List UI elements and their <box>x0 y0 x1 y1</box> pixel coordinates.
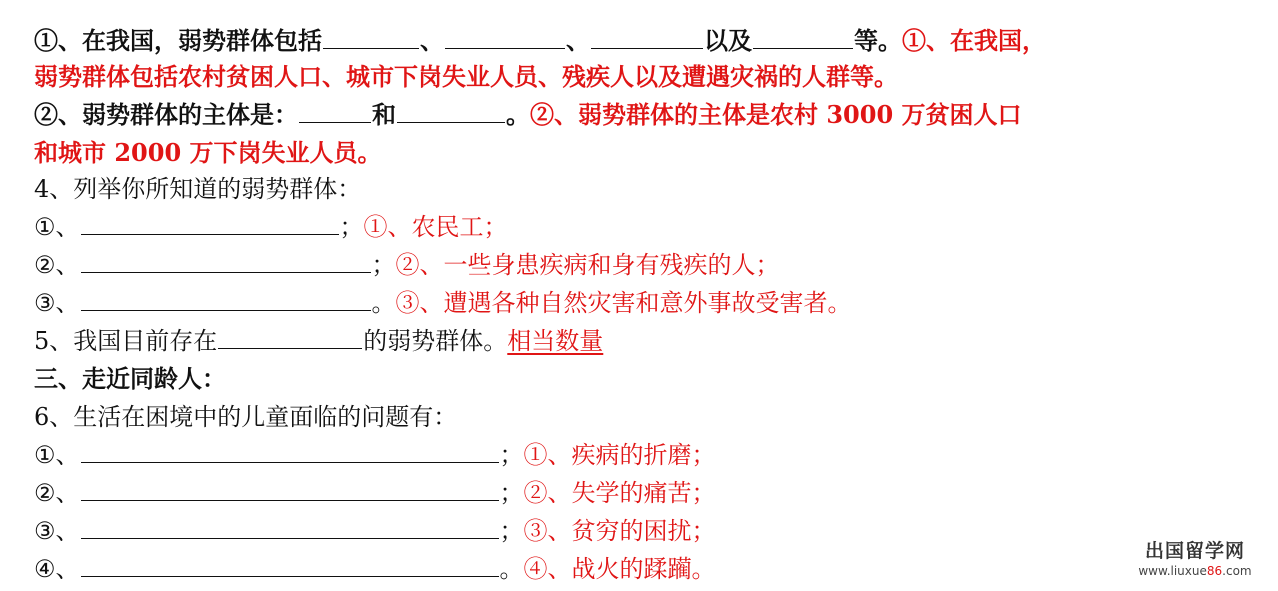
document-line <box>34 552 716 586</box>
question-text: 三、走近同龄人： <box>34 364 226 393</box>
question-text: 。 <box>499 555 524 583</box>
fill-in-blank <box>81 438 499 463</box>
fill-in-blank <box>81 552 499 577</box>
question-text: 和 <box>372 100 396 129</box>
answer-text: ①、在我国， <box>902 26 1046 55</box>
document-line <box>34 210 508 244</box>
document-line <box>34 476 716 510</box>
question-text: 4、列举你所知道的弱势群体： <box>34 175 362 203</box>
document-line <box>34 438 716 472</box>
document-line <box>34 60 898 94</box>
document-line <box>34 286 852 320</box>
fill-in-blank <box>445 24 565 49</box>
question-text: ④、 <box>34 555 80 583</box>
fill-in-blank <box>397 98 505 123</box>
answer-text: ①、农民工； <box>363 213 508 241</box>
watermark-url <box>1130 563 1260 579</box>
document-line <box>34 514 716 548</box>
question-text: ③、 <box>34 517 80 545</box>
fill-in-blank <box>591 24 703 49</box>
question-text: 。 <box>371 289 396 317</box>
question-text: 、 <box>566 26 590 55</box>
question-text: ； <box>499 479 524 507</box>
document-line <box>34 400 457 434</box>
document-line <box>34 248 780 282</box>
watermark-title: 出国留学网 <box>1144 540 1245 562</box>
fill-in-blank <box>218 324 362 349</box>
site-watermark <box>1130 539 1260 583</box>
question-text: ①、 <box>34 441 80 469</box>
question-text: 等。 <box>854 26 902 55</box>
fill-in-blank <box>323 24 419 49</box>
question-text: ②、 <box>34 251 80 279</box>
watermark-url-prefix: www.liuxue <box>1138 564 1207 578</box>
answer-text-underlined: 相当数量 <box>507 327 604 355</box>
answer-text: ③、遭遇各种自然灾害和意外事故受害者。 <box>395 289 852 317</box>
fill-in-blank <box>81 248 371 273</box>
answer-text: 弱势群体包括农村贫困人口、城市下岗失业人员、残疾人以及遭遇灾祸的人群等。 <box>34 62 898 91</box>
watermark-url-number: 86 <box>1206 564 1223 578</box>
answer-text: ②、弱势群体的主体是农村 3000 万贫困人口 <box>530 100 1022 129</box>
fill-in-blank <box>299 98 371 123</box>
answer-text: ②、失学的痛苦； <box>523 479 716 507</box>
answer-text: 和城市 2000 万下岗失业人员。 <box>34 138 382 167</box>
question-text: 以及 <box>704 26 752 55</box>
document-line <box>34 324 603 358</box>
document-line <box>34 362 226 396</box>
question-text: ； <box>339 213 364 241</box>
fill-in-blank <box>81 514 499 539</box>
question-text: ②、 <box>34 479 80 507</box>
answer-text: ④、战火的蹂躏。 <box>523 555 716 583</box>
question-text: ①、在我国，弱势群体包括 <box>34 26 322 55</box>
question-text: 、 <box>420 26 444 55</box>
question-text: 。 <box>506 100 530 129</box>
answer-text: ③、贫穷的困扰； <box>523 517 716 545</box>
question-text: ③、 <box>34 289 80 317</box>
fill-in-blank <box>81 476 499 501</box>
document-line <box>34 24 1046 58</box>
question-text: ； <box>499 517 524 545</box>
question-text: 5、我国目前存在 <box>34 327 218 355</box>
document-line <box>34 98 1022 132</box>
document-line <box>34 172 361 206</box>
document-line <box>34 136 382 170</box>
question-text: ； <box>499 441 524 469</box>
fill-in-blank <box>81 286 371 311</box>
fill-in-blank <box>753 24 853 49</box>
answer-text: ②、一些身患疾病和身有残疾的人； <box>395 251 780 279</box>
question-text: 6、生活在困境中的儿童面临的问题有： <box>34 403 458 431</box>
watermark-url-suffix: .com <box>1222 564 1252 578</box>
answer-text: ①、疾病的折磨； <box>523 441 716 469</box>
question-text: ②、弱势群体的主体是： <box>34 100 298 129</box>
question-text: ①、 <box>34 213 80 241</box>
fill-in-blank <box>81 210 339 235</box>
question-text: ； <box>371 251 396 279</box>
question-text: 的弱势群体。 <box>363 327 508 355</box>
